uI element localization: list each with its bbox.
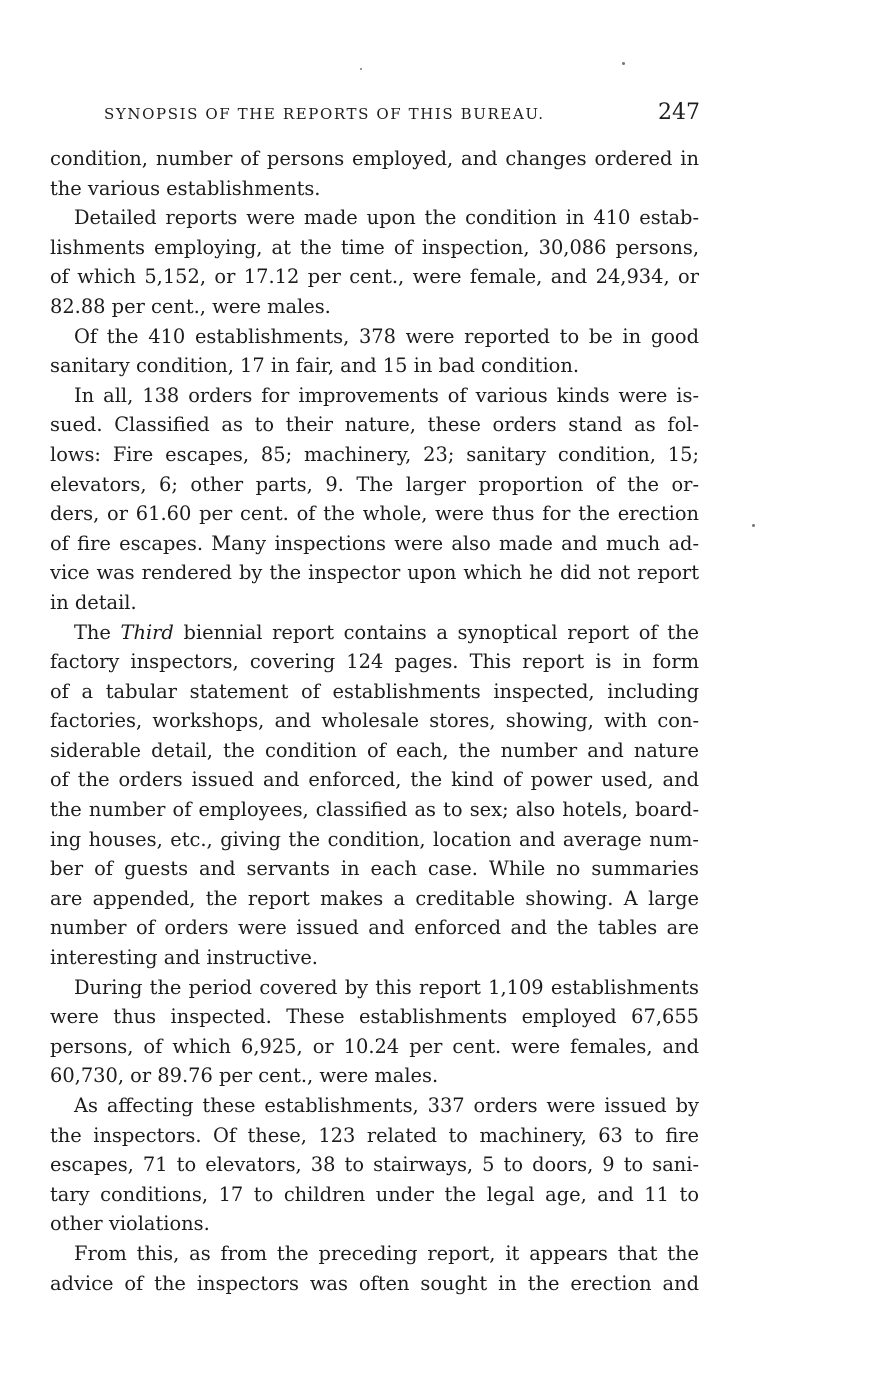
scan-speck <box>360 68 362 70</box>
text-line: 82.88 per cent., were males. <box>50 294 331 318</box>
text-line: elevators, 6; other parts, 9. The larger proportion of the or- <box>50 472 699 496</box>
text-line: of fire escapes. Many inspections were also made and much ad- <box>50 531 699 555</box>
text-line: factory inspectors, covering 124 pages. This report is in form <box>50 650 699 674</box>
text-line: number of orders were issued and enforced and the tables are <box>50 916 699 940</box>
text-line: of the orders issued and enforced, the kind of power used, and <box>50 768 699 792</box>
text-line: persons, of which 6,925, or 10.24 per cent. were females, and <box>50 1034 699 1058</box>
scan-speck <box>752 524 755 527</box>
text-line: condition, number of persons employed, and changes ordered in <box>50 147 699 170</box>
text-line: advice of the inspectors was often sought in the erection and <box>50 1271 699 1295</box>
text-line: sanitary condition, 17 in fair, and 15 in bad condition. <box>50 354 579 378</box>
italic-title: Third <box>120 620 174 644</box>
page-header <box>104 100 700 130</box>
text-line: ber of guests and servants in each case. While no summaries <box>50 857 699 881</box>
paragraph-continuation <box>50 144 699 203</box>
text-line: 60,730, or 89.76 per cent., were males. <box>50 1064 439 1088</box>
text-line: tary conditions, 17 to children under the legal age, and 11 to <box>50 1182 699 1206</box>
text-line: Of the 410 establishments, 378 were reported to be in good <box>74 324 699 348</box>
text-line: the various establishments. <box>50 176 321 200</box>
text-line: factories, workshops, and wholesale stores, showing, with con- <box>50 709 699 733</box>
text-fragment: The <box>74 620 121 644</box>
text-line: ing houses, etc., giving the condition, location and average num- <box>50 827 699 851</box>
text-line: interesting and instructive. <box>50 946 318 970</box>
page-number: 247 <box>658 100 700 125</box>
text-line: vice was rendered by the inspector upon which he did not report <box>50 561 699 585</box>
text-line: During the period covered by this report 1,109 establishments <box>74 975 699 999</box>
text-line: From this, as from the preceding report, it appears that the <box>74 1241 699 1265</box>
text-line: lishments employing, at the time of inspection, 30,086 persons, <box>50 235 699 259</box>
paragraph-orders <box>50 381 699 618</box>
text-line: sued. Classified as to their nature, these orders stand as fol- <box>50 413 699 437</box>
paragraph-orders-issued <box>50 1091 699 1239</box>
text-line: in detail. <box>50 590 137 614</box>
text-line: ders, or 61.60 per cent. of the whole, were thus for the erection <box>50 502 699 526</box>
paragraph-detailed-reports <box>50 203 699 321</box>
text-line: siderable detail, the condition of each, the number and nature <box>50 738 699 762</box>
text-line: As affecting these establishments, 337 orders were issued by <box>74 1094 699 1117</box>
body-text <box>50 144 699 1298</box>
paragraph-establishments-condition <box>50 322 699 381</box>
text-line: Detailed reports were made upon the condition in 410 estab- <box>74 206 699 230</box>
text-line: the number of employees, classified as to sex; also hotels, board- <box>50 798 699 822</box>
text-fragment: biennial report contains a synoptical report of the <box>173 620 699 644</box>
text-line: escapes, 71 to elevators, 38 to stairways, 5 to doors, 9 to sani- <box>50 1153 699 1177</box>
text-line <box>50 618 699 648</box>
text-line: of a tabular statement of establishments inspected, including <box>50 679 699 703</box>
text-line: are appended, the report makes a creditable showing. A large <box>50 886 699 910</box>
text-line: were thus inspected. These establishments employed 67,655 <box>50 1005 699 1029</box>
text-line: other violations. <box>50 1212 210 1236</box>
paragraph-period-covered <box>50 973 699 1091</box>
scan-speck <box>622 62 625 65</box>
paragraph-advice <box>50 1239 699 1298</box>
text-line: the inspectors. Of these, 123 related to machinery, 63 to fire <box>50 1123 699 1147</box>
text-line: In all, 138 orders for improvements of various kinds were is- <box>74 383 699 407</box>
text-line: of which 5,152, or 17.12 per cent., were female, and 24,934, or <box>50 265 699 289</box>
text-line: lows: Fire escapes, 85; machinery, 23; sanitary condition, 15; <box>50 442 699 466</box>
paragraph-third-report <box>50 618 699 973</box>
running-head: SYNOPSIS OF THE REPORTS OF THIS BUREAU. <box>104 105 545 123</box>
